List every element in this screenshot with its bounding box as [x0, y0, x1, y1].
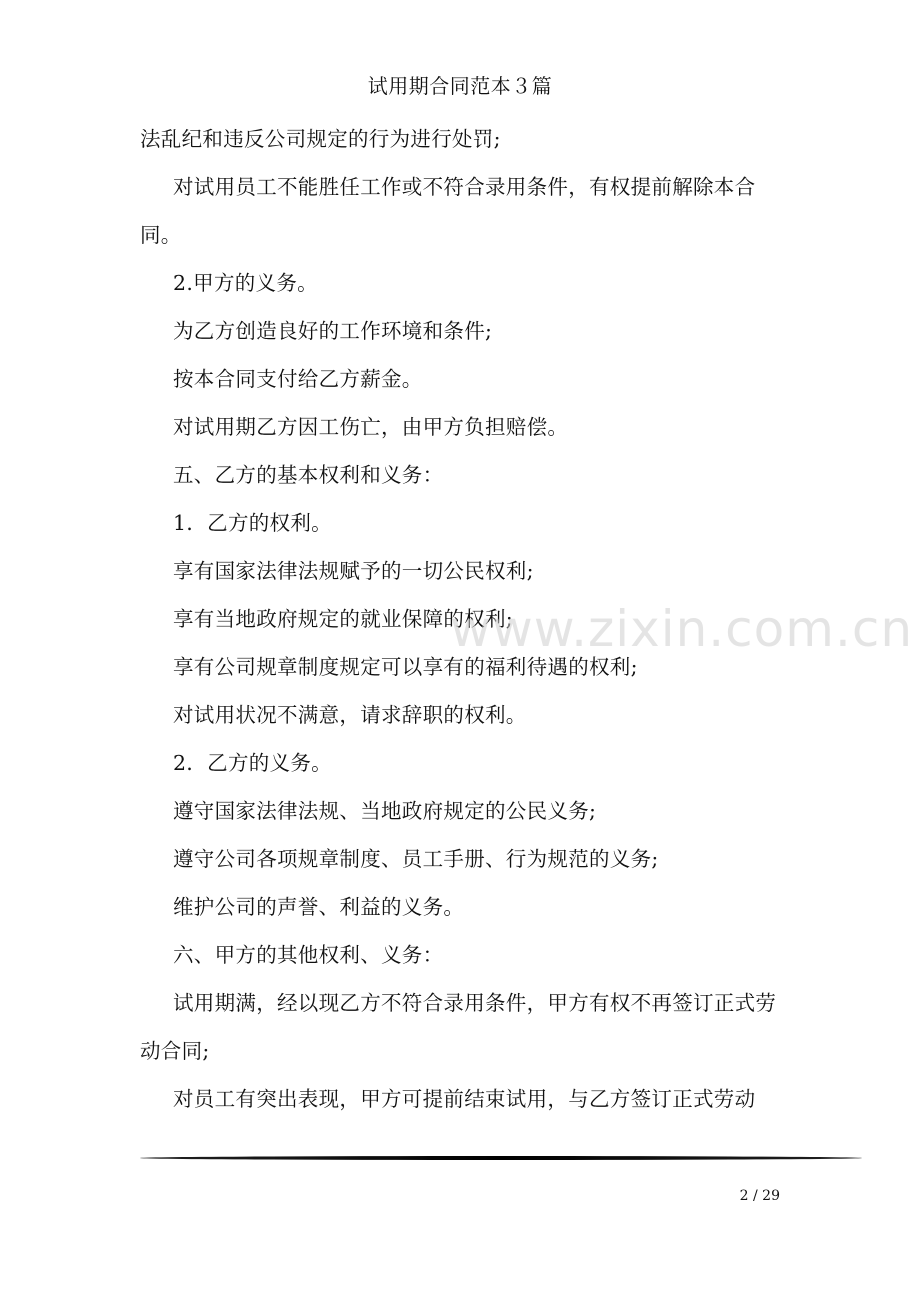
paragraph: 试用期满，经以现乙方不符合录用条件，甲方有权不再签订正式劳动合同;: [140, 991, 777, 1063]
paragraph: 1．乙方的权利。: [173, 511, 332, 535]
paragraph: 享有国家法律法规赋予的一切公民权利;: [173, 559, 534, 583]
paragraph: 遵守国家法律法规、当地政府规定的公民义务;: [173, 799, 597, 823]
paragraph: 对试用期乙方因工伤亡，由甲方负担赔偿。: [173, 415, 569, 439]
paragraph: 为乙方创造良好的工作环境和条件;: [173, 319, 493, 343]
paragraph: 法乱纪和违反公司规定的行为进行处罚;: [140, 127, 501, 151]
footer-divider: [140, 1156, 862, 1160]
watermark: www.zixin.com.cn: [450, 600, 914, 658]
paragraph: 享有当地政府规定的就业保障的权利;: [173, 607, 514, 631]
paragraph: 五、乙方的基本权利和义务：: [173, 463, 444, 487]
paragraph: 2．乙方的义务。: [173, 751, 332, 775]
paragraph: 遵守公司各项规章制度、员工手册、行为规范的义务;: [173, 847, 659, 871]
paragraph: 维护公司的声誉、利益的义务。: [173, 895, 465, 919]
paragraph: 六、甲方的其他权利、义务：: [173, 943, 444, 967]
paragraph: 对试用员工不能胜任工作或不符合录用条件，有权提前解除本合同。: [140, 175, 756, 247]
page-number: 2 / 29: [739, 1188, 780, 1204]
page-title: 试用期合同范本３篇: [367, 74, 553, 98]
paragraph: 对员工有突出表现，甲方可提前结束试用，与乙方签订正式劳动: [173, 1087, 756, 1111]
paragraph: 对试用状况不满意，请求辞职的权利。: [173, 703, 527, 727]
paragraph: 享有公司规章制度规定可以享有的福利待遇的权利;: [173, 655, 638, 679]
paragraph: 2.甲方的义务。: [173, 271, 318, 295]
paragraph: 按本合同支付给乙方薪金。: [173, 367, 423, 391]
